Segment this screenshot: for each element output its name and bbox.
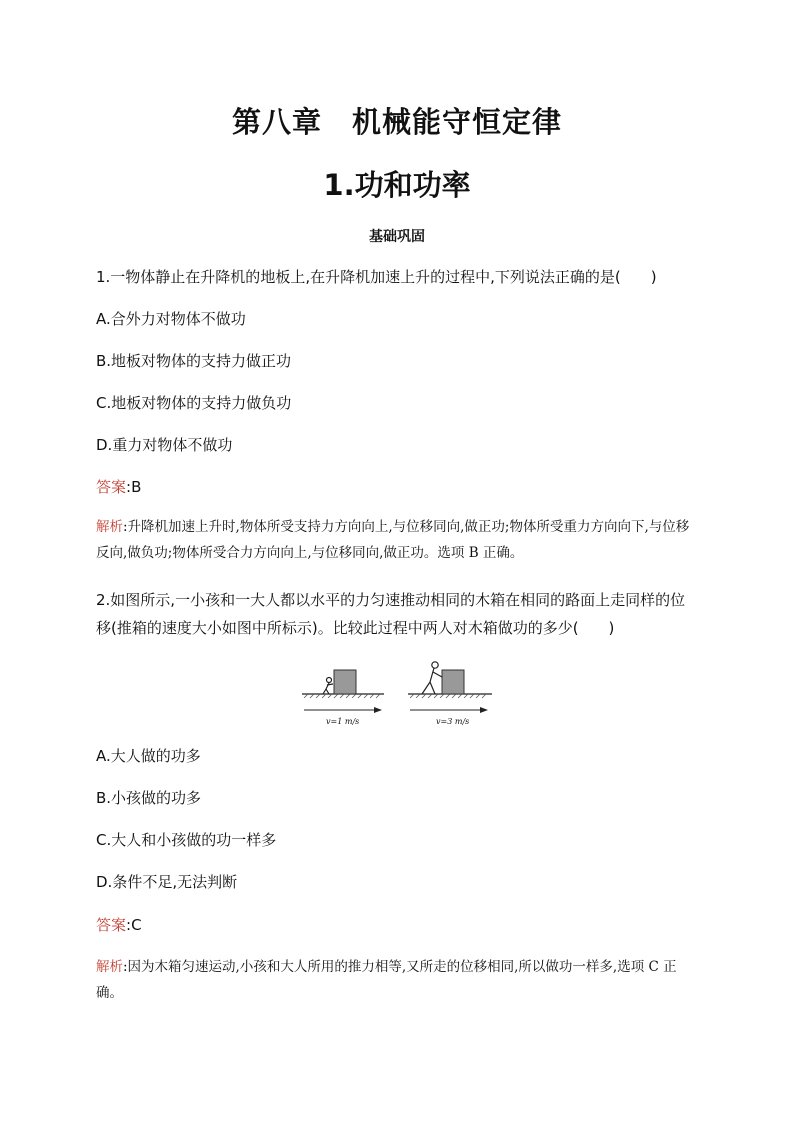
question-2-answer xyxy=(96,915,142,935)
answer-value: :B xyxy=(126,478,142,496)
question-1-option-d: D.重力对物体不做功 xyxy=(96,436,233,454)
answer-value: :C xyxy=(126,916,142,934)
child-icon xyxy=(323,678,333,695)
question-2-option-a: A.大人做的功多 xyxy=(96,747,201,765)
solution-text: :升降机加速上升时,物体所受支持力方向向上,与位移同向,做正功;物体所受重力方向向下,与位移反向,做负功;物体所受合力方向向上,与位移同向,做正功。选项 B 正确。 xyxy=(96,519,690,561)
question-2-solution xyxy=(96,954,696,1006)
question-1-stem: 1.一物体静止在升降机的地板上,在升降机加速上升的过程中,下列说法正确的是( ) xyxy=(96,268,657,286)
left-speed-label: v=1 m/s xyxy=(326,717,360,726)
adult-scene xyxy=(408,662,492,726)
push-box-figure xyxy=(296,656,496,728)
question-1-solution xyxy=(96,514,696,566)
chapter-title: 第八章 机械能守恒定律 xyxy=(231,105,562,139)
question-1-option-b: B.地板对物体的支持力做正功 xyxy=(96,352,292,370)
right-speed-label: v=3 m/s xyxy=(436,717,470,726)
question-1-answer xyxy=(96,477,141,497)
solution-text: :因为木箱匀速运动,小孩和大人所用的推力相等,又所走的位移相同,所以做功一样多,选项 C 正确。 xyxy=(96,959,677,1001)
child-scene xyxy=(302,670,384,726)
question-1-option-a: A.合外力对物体不做功 xyxy=(96,310,246,328)
adult-icon xyxy=(422,662,442,694)
solution-label: 解析 xyxy=(96,519,123,535)
answer-label: 答案 xyxy=(96,478,127,496)
question-2-option-d: D.条件不足,无法判断 xyxy=(96,873,238,891)
question-2-stem: 2.如图所示,一小孩和一大人都以水平的力匀速推动相同的木箱在相同的路面上走同样的位移(推箱的速度大小如图中所标示)。比较此过程中两人对木箱做功的多少( ) xyxy=(96,591,686,637)
question-1-option-c: C.地板对物体的支持力做负功 xyxy=(96,394,292,412)
section-title: 基础巩固 xyxy=(369,229,425,245)
question-2-option-c: C.大人和小孩做的功一样多 xyxy=(96,831,277,849)
lesson-title: 1.功和功率 xyxy=(323,168,471,202)
answer-label: 答案 xyxy=(96,916,127,934)
question-2-option-b: B.小孩做的功多 xyxy=(96,789,202,807)
solution-label: 解析 xyxy=(96,959,123,975)
